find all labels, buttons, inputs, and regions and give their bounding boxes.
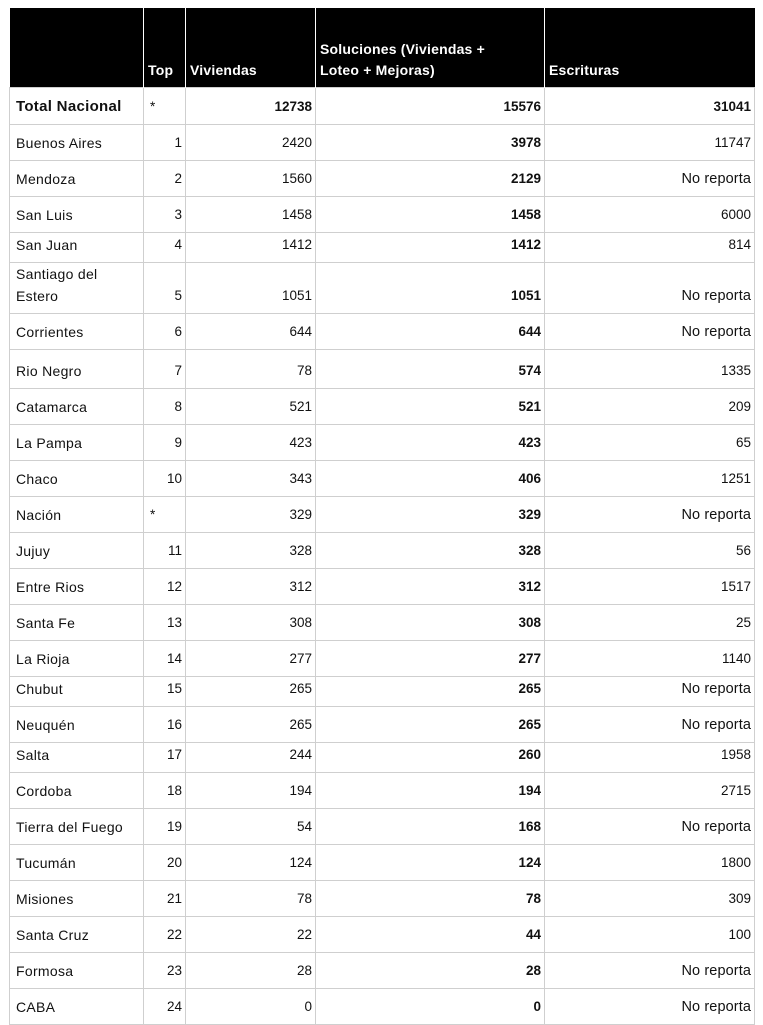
table-row: [10, 461, 755, 497]
cell-escrituras: No reporta: [545, 314, 755, 350]
cell-escrituras: 814: [545, 233, 755, 263]
cell-region: Cordoba: [10, 773, 144, 809]
cell-viviendas: 0: [186, 989, 316, 1025]
cell-region: Mendoza: [10, 161, 144, 197]
table-row: [10, 743, 755, 773]
cell-viviendas: 329: [186, 497, 316, 533]
cell-top: 13: [144, 605, 186, 641]
cell-viviendas: 194: [186, 773, 316, 809]
table-body: [10, 88, 755, 1025]
cell-soluciones: 521: [316, 389, 545, 425]
cell-top: 20: [144, 845, 186, 881]
cell-region: Buenos Aires: [10, 125, 144, 161]
cell-soluciones: 423: [316, 425, 545, 461]
table-row: [10, 389, 755, 425]
cell-escrituras: No reporta: [545, 161, 755, 197]
cell-region: Formosa: [10, 953, 144, 989]
table-row: [10, 989, 755, 1025]
cell-viviendas: 1051: [186, 263, 316, 314]
cell-escrituras: No reporta: [545, 809, 755, 845]
table-row: [10, 161, 755, 197]
cell-soluciones: 168: [316, 809, 545, 845]
cell-escrituras: 309: [545, 881, 755, 917]
cell-soluciones: 265: [316, 677, 545, 707]
cell-top: 21: [144, 881, 186, 917]
cell-viviendas: 521: [186, 389, 316, 425]
cell-escrituras: 1140: [545, 641, 755, 677]
table-row: [10, 707, 755, 743]
cell-region: Nación: [10, 497, 144, 533]
header-soluciones: Soluciones (Viviendas + Loteo + Mejoras): [316, 8, 545, 88]
cell-soluciones: 194: [316, 773, 545, 809]
cell-top: 7: [144, 350, 186, 389]
cell-viviendas: 308: [186, 605, 316, 641]
cell-soluciones: 328: [316, 533, 545, 569]
cell-escrituras: 1517: [545, 569, 755, 605]
cell-escrituras: No reporta: [545, 707, 755, 743]
cell-escrituras: 209: [545, 389, 755, 425]
table-row: [10, 569, 755, 605]
cell-region: Tucumán: [10, 845, 144, 881]
cell-soluciones: 124: [316, 845, 545, 881]
header-row: [10, 8, 755, 88]
cell-region: Total Nacional: [10, 88, 144, 125]
cell-region: Rio Negro: [10, 350, 144, 389]
header-top: Top: [144, 8, 186, 88]
cell-region: Tierra del Fuego: [10, 809, 144, 845]
cell-escrituras: 56: [545, 533, 755, 569]
cell-viviendas: 312: [186, 569, 316, 605]
header-escrituras: Escrituras: [545, 8, 755, 88]
cell-soluciones: 2129: [316, 161, 545, 197]
table-row: [10, 88, 755, 125]
table-row: [10, 197, 755, 233]
cell-top: 12: [144, 569, 186, 605]
table-row: [10, 425, 755, 461]
cell-viviendas: 343: [186, 461, 316, 497]
cell-soluciones: 644: [316, 314, 545, 350]
cell-region: Jujuy: [10, 533, 144, 569]
cell-viviendas: 328: [186, 533, 316, 569]
cell-top: 24: [144, 989, 186, 1025]
cell-escrituras: 11747: [545, 125, 755, 161]
cell-region: Catamarca: [10, 389, 144, 425]
cell-soluciones: 15576: [316, 88, 545, 125]
cell-viviendas: 1458: [186, 197, 316, 233]
cell-top: 10: [144, 461, 186, 497]
cell-top: 11: [144, 533, 186, 569]
cell-escrituras: No reporta: [545, 989, 755, 1025]
cell-top: *: [144, 497, 186, 533]
table-row: [10, 350, 755, 389]
cell-viviendas: 22: [186, 917, 316, 953]
table-row: [10, 881, 755, 917]
cell-escrituras: 100: [545, 917, 755, 953]
cell-top: 15: [144, 677, 186, 707]
cell-soluciones: 308: [316, 605, 545, 641]
table-row: [10, 809, 755, 845]
cell-viviendas: 644: [186, 314, 316, 350]
table-row: [10, 263, 755, 314]
table-row: [10, 845, 755, 881]
cell-soluciones: 406: [316, 461, 545, 497]
cell-escrituras: No reporta: [545, 497, 755, 533]
cell-viviendas: 124: [186, 845, 316, 881]
cell-region: Neuquén: [10, 707, 144, 743]
cell-region: Salta: [10, 743, 144, 773]
table-row: [10, 953, 755, 989]
cell-top: 6: [144, 314, 186, 350]
cell-escrituras: 1800: [545, 845, 755, 881]
cell-top: 8: [144, 389, 186, 425]
cell-viviendas: 244: [186, 743, 316, 773]
cell-soluciones: 44: [316, 917, 545, 953]
cell-viviendas: 28: [186, 953, 316, 989]
cell-top: 3: [144, 197, 186, 233]
table-row: [10, 773, 755, 809]
cell-region: CABA: [10, 989, 144, 1025]
cell-region: Corrientes: [10, 314, 144, 350]
cell-escrituras: 31041: [545, 88, 755, 125]
cell-soluciones: 0: [316, 989, 545, 1025]
cell-soluciones: 1458: [316, 197, 545, 233]
cell-top: 22: [144, 917, 186, 953]
cell-region: Entre Rios: [10, 569, 144, 605]
cell-viviendas: 78: [186, 350, 316, 389]
table-row: [10, 677, 755, 707]
cell-top: 14: [144, 641, 186, 677]
cell-viviendas: 12738: [186, 88, 316, 125]
cell-viviendas: 423: [186, 425, 316, 461]
cell-region: Chubut: [10, 677, 144, 707]
header-region: [10, 8, 144, 88]
cell-soluciones: 260: [316, 743, 545, 773]
cell-soluciones: 1051: [316, 263, 545, 314]
cell-escrituras: 25: [545, 605, 755, 641]
header-viviendas: Viviendas: [186, 8, 316, 88]
cell-soluciones: 312: [316, 569, 545, 605]
cell-region: Santa Cruz: [10, 917, 144, 953]
cell-viviendas: 78: [186, 881, 316, 917]
table-row: [10, 605, 755, 641]
cell-escrituras: 1251: [545, 461, 755, 497]
cell-region: La Rioja: [10, 641, 144, 677]
cell-escrituras: No reporta: [545, 263, 755, 314]
housing-table: [9, 8, 755, 1025]
cell-top: 9: [144, 425, 186, 461]
cell-soluciones: 574: [316, 350, 545, 389]
cell-top: *: [144, 88, 186, 125]
cell-top: 18: [144, 773, 186, 809]
cell-viviendas: 1560: [186, 161, 316, 197]
table-row: [10, 314, 755, 350]
table-row: [10, 917, 755, 953]
cell-top: 17: [144, 743, 186, 773]
cell-region: San Luis: [10, 197, 144, 233]
cell-top: 5: [144, 263, 186, 314]
table-row: [10, 497, 755, 533]
cell-soluciones: 1412: [316, 233, 545, 263]
cell-region: Santiago del Estero: [10, 263, 144, 314]
cell-escrituras: 65: [545, 425, 755, 461]
cell-soluciones: 78: [316, 881, 545, 917]
cell-escrituras: No reporta: [545, 677, 755, 707]
cell-viviendas: 2420: [186, 125, 316, 161]
cell-region: Misiones: [10, 881, 144, 917]
table-row: [10, 533, 755, 569]
cell-viviendas: 1412: [186, 233, 316, 263]
cell-viviendas: 265: [186, 707, 316, 743]
cell-escrituras: 6000: [545, 197, 755, 233]
cell-viviendas: 54: [186, 809, 316, 845]
cell-region: San Juan: [10, 233, 144, 263]
cell-soluciones: 329: [316, 497, 545, 533]
cell-top: 1: [144, 125, 186, 161]
cell-region: Santa Fe: [10, 605, 144, 641]
cell-region: Chaco: [10, 461, 144, 497]
table-row: [10, 233, 755, 263]
table-row: [10, 641, 755, 677]
cell-top: 16: [144, 707, 186, 743]
cell-soluciones: 265: [316, 707, 545, 743]
cell-region: La Pampa: [10, 425, 144, 461]
cell-top: 2: [144, 161, 186, 197]
cell-soluciones: 3978: [316, 125, 545, 161]
cell-escrituras: 1335: [545, 350, 755, 389]
cell-soluciones: 277: [316, 641, 545, 677]
cell-viviendas: 277: [186, 641, 316, 677]
cell-escrituras: 2715: [545, 773, 755, 809]
cell-escrituras: 1958: [545, 743, 755, 773]
cell-top: 19: [144, 809, 186, 845]
cell-viviendas: 265: [186, 677, 316, 707]
cell-top: 23: [144, 953, 186, 989]
cell-top: 4: [144, 233, 186, 263]
cell-escrituras: No reporta: [545, 953, 755, 989]
cell-soluciones: 28: [316, 953, 545, 989]
table-row: [10, 125, 755, 161]
